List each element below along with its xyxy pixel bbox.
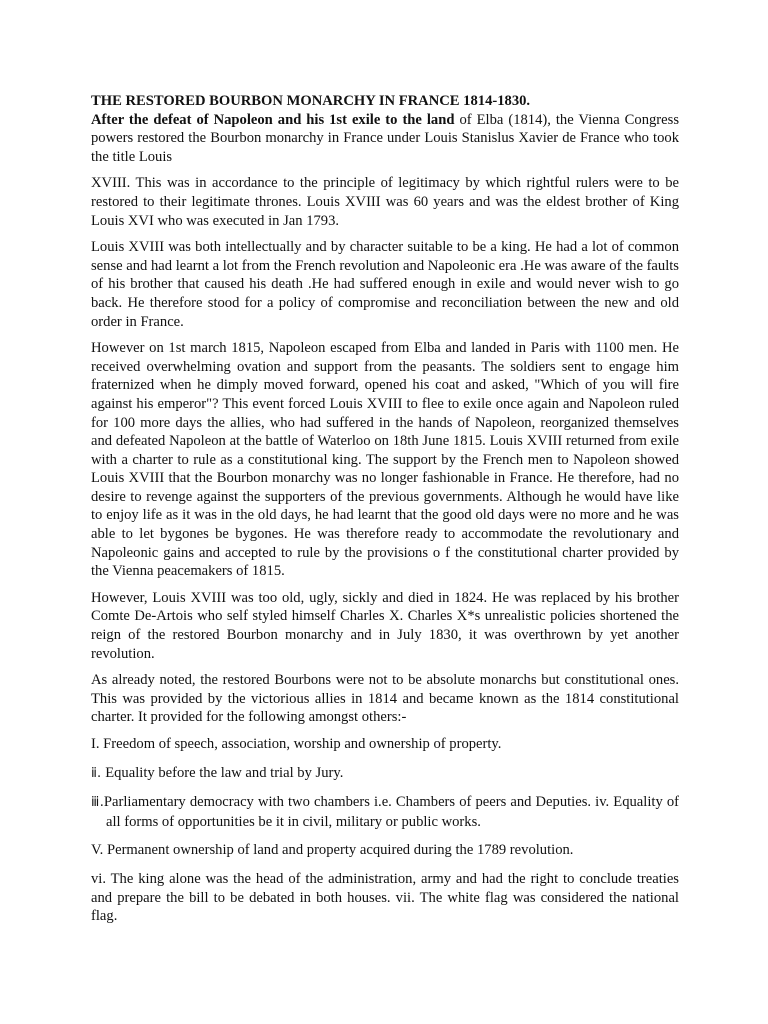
list-item-text: Permanent ownership of land and property acquired during the 1789 revolution.	[106, 842, 574, 859]
paragraph-3: Louis XVIII was both intellectually and by character suitable to be a king. He had a lot of common sense and had learnt a lot from the French revolution and Napoleonic era .He was aware of the faults of his brother that caused his death .He had suffered enough in exile and would never wish to go back. He therefore stood for a policy of compromise and reconciliation between the new and old order in France.	[91, 239, 679, 330]
list-marker: I.	[91, 736, 104, 752]
list-marker: V.	[91, 842, 107, 859]
paragraph-2: XVIII. This was in accordance to the principle of legitimacy by which rightful rulers were to be restored to their legitimate thrones. Louis XVIII was 60 years and was the eldest brother of King Louis XVI who was executed in Jan 1793.	[91, 175, 679, 229]
list-item-text: Parliamentary democracy with two chambers i.e. Chambers of peers and Deputies. iv. Equality of all forms of opportunities be it in civil, military or public works.	[103, 794, 679, 830]
list-item-2	[91, 764, 679, 784]
list-item-5	[91, 870, 679, 926]
paragraph-1-bold-lead: After the defeat of Napoleon and his 1st exile to the land	[91, 111, 455, 128]
document-body	[91, 92, 679, 936]
document-title: THE RESTORED BOURBON MONARCHY IN FRANCE 1814-1830.	[91, 93, 531, 109]
paragraph-1-text: of Elba (1814), the Vienna Congress powers restored the Bourbon monarchy in France under Louis Stanislus Xavier de France who took the title Louis	[91, 111, 679, 165]
paragraph-4: However on 1st march 1815, Napoleon escaped from Elba and landed in Paris with 1100 men. He received overwhelming ovation and support from the peasants. The soldiers sent to engage him fraternized when he dimply moved forward, opened his coat and asked, "Which of you will fire against his emperor"? This event forced Louis XVIII to flee to exile once again and Napoleon ruled for 100 more days the allies, who had suffered in the hands of Napoleon, reorganized themselves and defeated Napoleon at the battle of Waterloo on 18th June 1815. Louis XVIII returned from exile with a charter to rule as a constitutional king. The support by the French men to Napoleon showed Louis XVIII that the Bourbon monarchy was no longer fashionable in France. He therefore, had no desire to revenge against the supporters of the previous governments. Although he would have like to enjoy life as it was in the old days, he had learnt that the good old days were no more and he was able to let bygones be bygones. He was therefore ready to accommodate the revolutionary and Napoleonic gains and accepted to rule by the provisions o f the constitutional charter provided by the Vienna peacemakers of 1815.	[91, 340, 679, 580]
list-marker: ⅱ.	[91, 765, 106, 781]
list-item-text: Equality before the law and trial by Jury.	[105, 764, 344, 781]
list-item-text: The king alone was the head of the administration, army and had the right to conclude treaties and prepare the bill to be debated in both houses. vii. The white flag was considered the national flag.	[91, 870, 679, 925]
list-marker: vi.	[91, 870, 111, 887]
paragraph-5: However, Louis XVIII was too old, ugly, sickly and died in 1824. He was replaced by his brother Comte De-Artois who self styled himself Charles X. Charles X*s unrealistic policies shortened the reign of the restored Bourbon monarchy and in July 1830, it was overthrown by yet another revolution.	[91, 589, 679, 662]
list-item-1	[91, 735, 679, 754]
list-item-4	[91, 841, 679, 860]
paragraph-1	[91, 111, 679, 167]
paragraph-6: As already noted, the restored Bourbons were not to be absolute monarchs but constitutional ones. This was provided by the victorious allies in 1814 and became known as the 1814 constitutional charter. It provided for the following amongst others:-	[91, 672, 679, 726]
list-item-text: Freedom of speech, association, worship and ownership of property.	[103, 736, 502, 752]
list-marker: ⅲ.	[91, 795, 104, 811]
list-item-3	[91, 793, 679, 831]
